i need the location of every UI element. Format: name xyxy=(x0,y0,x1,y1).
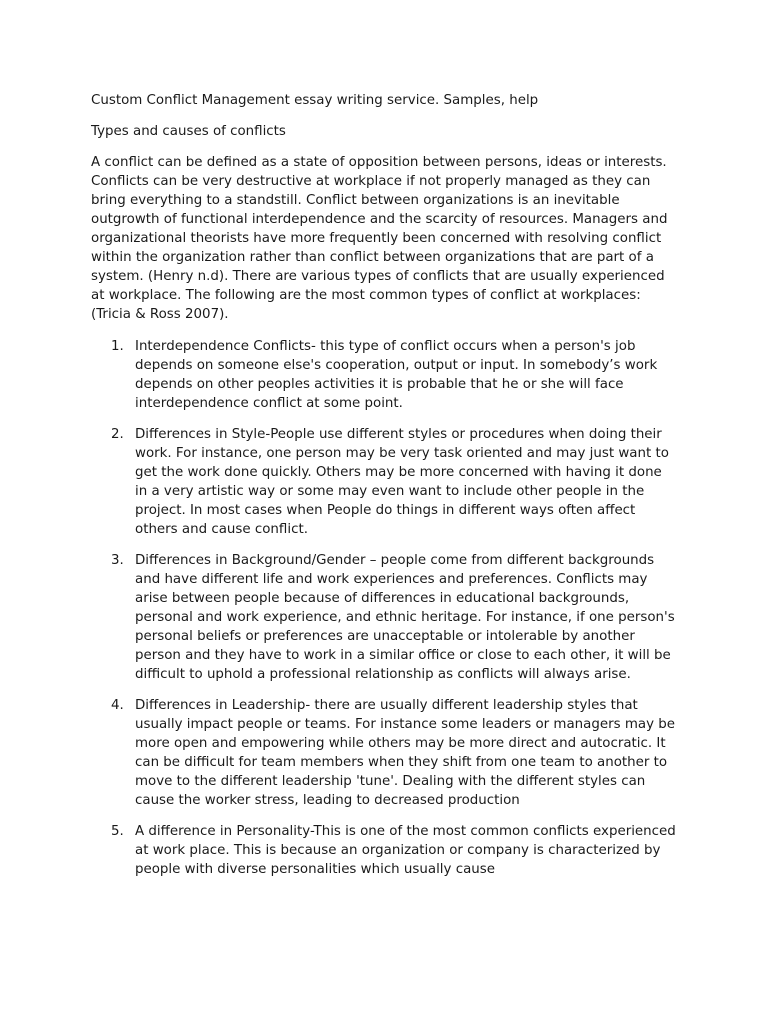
list-item xyxy=(91,425,677,539)
list-item-number: 1. xyxy=(111,339,124,354)
list-item-number: 4. xyxy=(111,698,124,713)
list-item xyxy=(91,696,677,810)
list-item-number: 2. xyxy=(111,427,124,442)
document-title: Custom Conflict Management essay writing service. Samples, help xyxy=(91,93,539,108)
list-item xyxy=(91,822,677,879)
list-item-text: A difference in Personality-This is one of the most common conflicts experienced at work place. This is because an organization or company is characterized by people with diverse personalities which usually cause xyxy=(135,824,676,877)
conflict-types-list xyxy=(91,337,677,879)
section-heading: Types and causes of conflicts xyxy=(91,124,286,139)
list-item xyxy=(91,551,677,684)
document-page xyxy=(91,91,677,891)
list-item-text: Differences in Style-People use different styles or procedures when doing their work. For instance, one person may be very task oriented and may just want to get the work done quickly. Others may be more concerned with having it done in a very artistic way or some may even want to include other people in the project. In most cases when People do things in different ways often affect others and cause conflict. xyxy=(135,427,669,537)
intro-paragraph: A conflict can be defined as a state of opposition between persons, ideas or interests. Conflicts can be very destructive at workplace if not properly managed as they can bring everything to a standstill. Conflict between organizations is an inevitable outgrowth of functional interdependence and the scarcity of resources. Managers and organizational theorists have more frequently been concerned with resolving conflict within the organization rather than conflict between organizations that are part of a system. (Henry n.d). There are various types of conflicts that are usually experienced at workplace. The following are the most common types of conflict at workplaces: (Tricia & Ross 2007). xyxy=(91,155,668,322)
list-item-number: 5. xyxy=(111,824,124,839)
list-item-text: Differences in Leadership- there are usually different leadership styles that usually impact people or teams. For instance some leaders or managers may be more open and empowering while others may be more direct and autocratic. It can be difficult for team members when they shift from one team to another to move to the different leadership 'tune'. Dealing with the different styles can cause the worker stress, leading to decreased production xyxy=(135,698,675,808)
list-item-text: Interdependence Conflicts- this type of conflict occurs when a person's job depends on someone else's cooperation, output or input. In somebody’s work depends on other peoples activities it is probable that he or she will face interdependence conflict at some point. xyxy=(135,339,658,411)
list-item-number: 3. xyxy=(111,553,124,568)
list-item-text: Differences in Background/Gender – people come from different backgrounds and have different life and work experiences and preferences. Conflicts may arise between people because of differences in educational backgrounds, personal and work experience, and ethnic heritage. For instance, if one person's personal beliefs or preferences are unacceptable or intolerable by another person and they have to work in a similar office or close to each other, it will be difficult to uphold a professional relationship as conflicts will always arise. xyxy=(135,553,675,682)
list-item xyxy=(91,337,677,413)
